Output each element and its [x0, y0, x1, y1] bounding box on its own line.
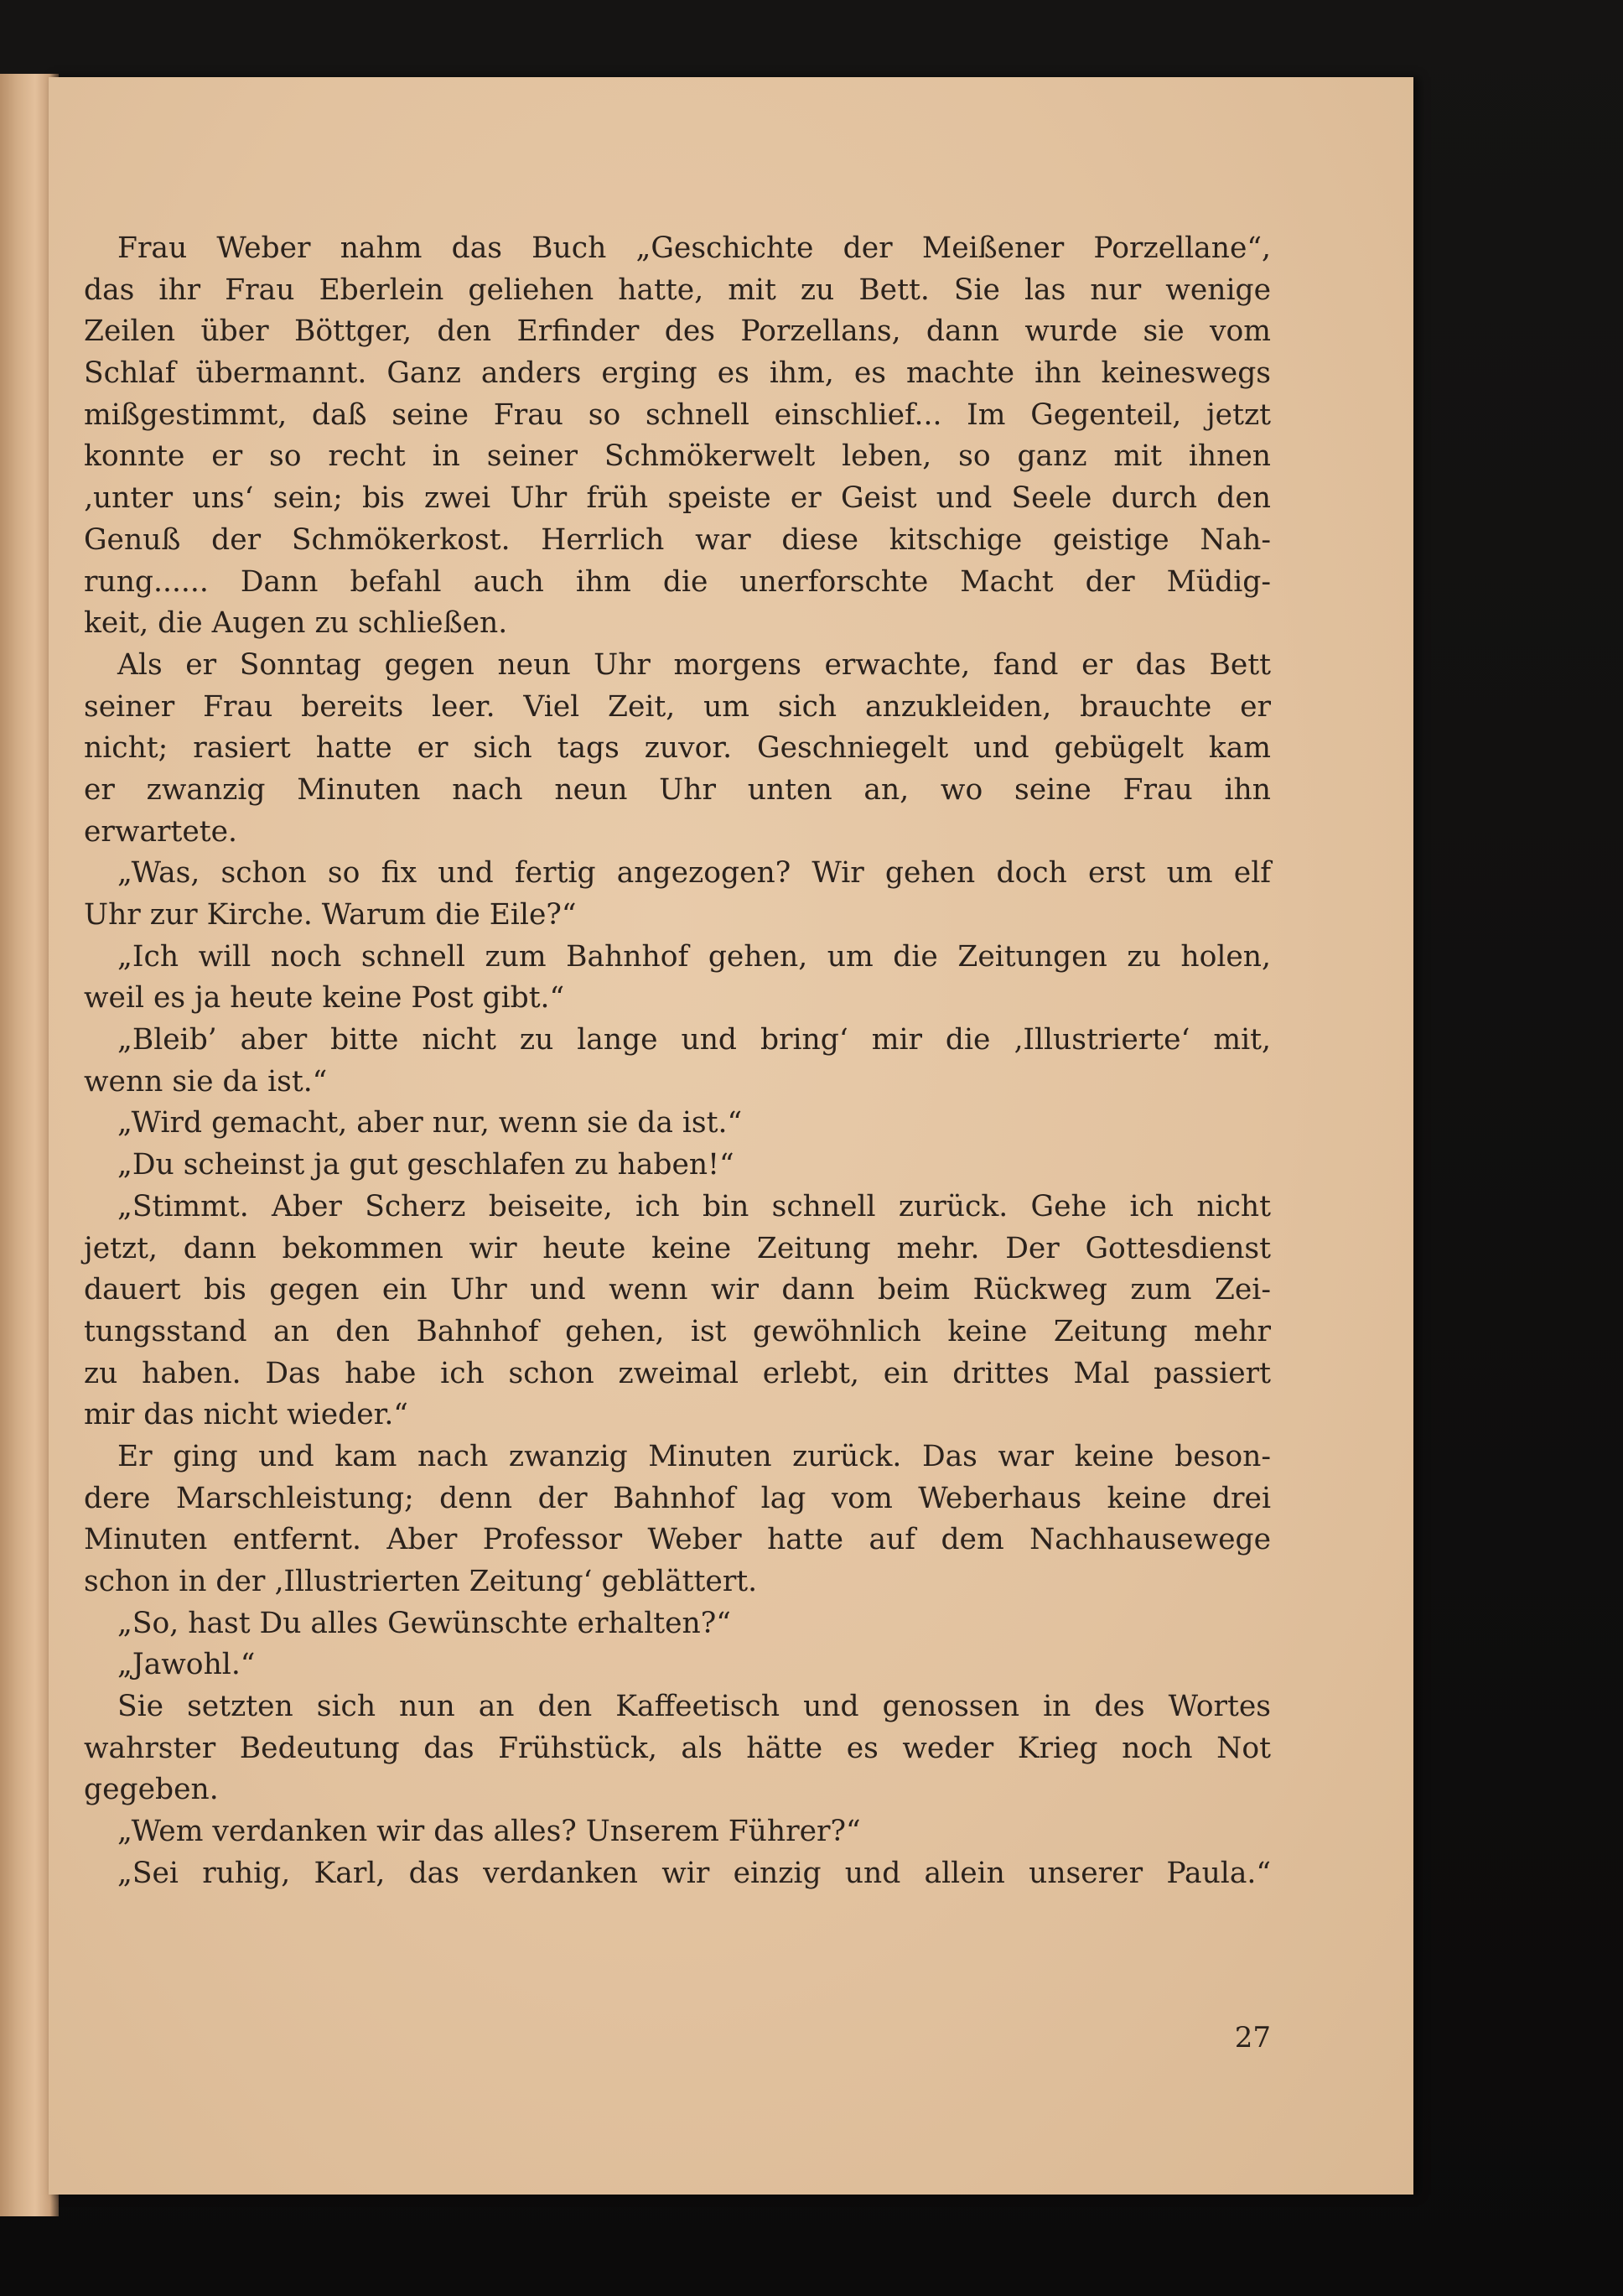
- text-line: mißgestimmt, daß seine Frau so schnell einschlief... Im Gegenteil, jetzt: [84, 397, 1271, 432]
- text-line: er zwanzig Minuten nach neun Uhr unten an, wo seine Frau ihn: [84, 772, 1271, 807]
- text-line: keit, die Augen zu schließen.: [84, 606, 508, 641]
- text-line: ‚unter uns‘ sein; bis zwei Uhr früh speiste er Geist und Seele durch den: [84, 481, 1271, 516]
- text-line: „Bleib’ aber bitte nicht zu lange und bring‘ mir die ‚Illustrierte‘ mit,: [117, 1023, 1271, 1057]
- text-line: „Jawohl.“: [117, 1648, 256, 1682]
- text-line: Schlaf übermannt. Ganz anders erging es ihm, es machte ihn keineswegs: [84, 356, 1271, 391]
- text-line: wenn sie da ist.“: [84, 1064, 328, 1099]
- text-line: nicht; rasiert hatte er sich tags zuvor. Geschniegelt und gebügelt kam: [84, 731, 1271, 766]
- text-line: Sie setzten sich nun an den Kaffeetisch und genossen in des Wortes: [117, 1690, 1271, 1724]
- text-line: rung...... Dann befahl auch ihm die unerforschte Macht der Müdig-: [84, 564, 1271, 599]
- text-line: „Stimmt. Aber Scherz beiseite, ich bin schnell zurück. Gehe ich nicht: [117, 1189, 1271, 1223]
- text-line: mir das nicht wieder.“: [84, 1398, 408, 1432]
- text-line: weil es ja heute keine Post gibt.“: [84, 981, 565, 1016]
- text-line: Minuten entfernt. Aber Professor Weber hatte auf dem Nachhausewege: [84, 1523, 1271, 1557]
- text-line: schon in der ‚Illustrierten Zeitung‘ geblättert.: [84, 1565, 758, 1598]
- text-line: dere Marschleistung; denn der Bahnhof lag vom Weberhaus keine drei: [84, 1481, 1271, 1515]
- text-line: jetzt, dann bekommen wir heute keine Zeitung mehr. Der Gottesdienst: [84, 1231, 1271, 1265]
- book-page: [49, 77, 1413, 2195]
- text-line: tungsstand an den Bahnhof gehen, ist gewöhnlich keine Zeitung mehr: [84, 1314, 1271, 1348]
- body-text: [84, 228, 1271, 1895]
- text-line: „Ich will noch schnell zum Bahnhof gehen, um die Zeitungen zu holen,: [117, 939, 1271, 974]
- text-line: konnte er so recht in seiner Schmökerwelt leben, so ganz mit ihnen: [84, 439, 1271, 474]
- page-number: 27: [1234, 2021, 1271, 2054]
- text-line: zu haben. Das habe ich schon zweimal erlebt, ein drittes Mal passiert: [84, 1356, 1271, 1390]
- text-line: Als er Sonntag gegen neun Uhr morgens erwachte, fand er das Bett: [117, 647, 1271, 682]
- text-line: „Sei ruhig, Karl, das verdanken wir einzig und allein unserer Paula.“: [117, 1856, 1271, 1890]
- text-line: Zeilen über Böttger, den Erfinder des Porzellans, dann wurde sie vom: [84, 314, 1271, 349]
- text-line: Frau Weber nahm das Buch „Geschichte der Meißener Porzellane“,: [117, 231, 1271, 265]
- text-line: „Wird gemacht, aber nur, wenn sie da ist.“: [117, 1106, 743, 1140]
- text-line: erwartete.: [84, 814, 238, 849]
- text-line: „So, hast Du alles Gewünschte erhalten?“: [117, 1606, 731, 1640]
- text-line: Genuß der Schmökerkost. Herrlich war diese kitschige geistige Nah-: [84, 522, 1271, 557]
- text-line: „Du scheinst ja gut geschlafen zu haben!“: [117, 1148, 734, 1182]
- text-line: „Wem verdanken wir das alles? Unserem Führer?“: [117, 1815, 861, 1849]
- text-line: „Was, schon so fix und fertig angezogen? Wir gehen doch erst um elf: [117, 856, 1271, 891]
- text-line: dauert bis gegen ein Uhr und wenn wir dann beim Rückweg zum Zei-: [84, 1273, 1271, 1307]
- text-line: Uhr zur Kirche. Warum die Eile?“: [84, 898, 577, 932]
- text-line: das ihr Frau Eberlein geliehen hatte, mit zu Bett. Sie las nur wenige: [84, 273, 1271, 307]
- text-line: seiner Frau bereits leer. Viel Zeit, um sich anzukleiden, brauchte er: [84, 689, 1271, 724]
- text-line: Er ging und kam nach zwanzig Minuten zurück. Das war keine beson-: [117, 1439, 1271, 1473]
- text-line: gegeben.: [84, 1773, 219, 1807]
- text-line: wahrster Bedeutung das Frühstück, als hätte es weder Krieg noch Not: [84, 1731, 1271, 1765]
